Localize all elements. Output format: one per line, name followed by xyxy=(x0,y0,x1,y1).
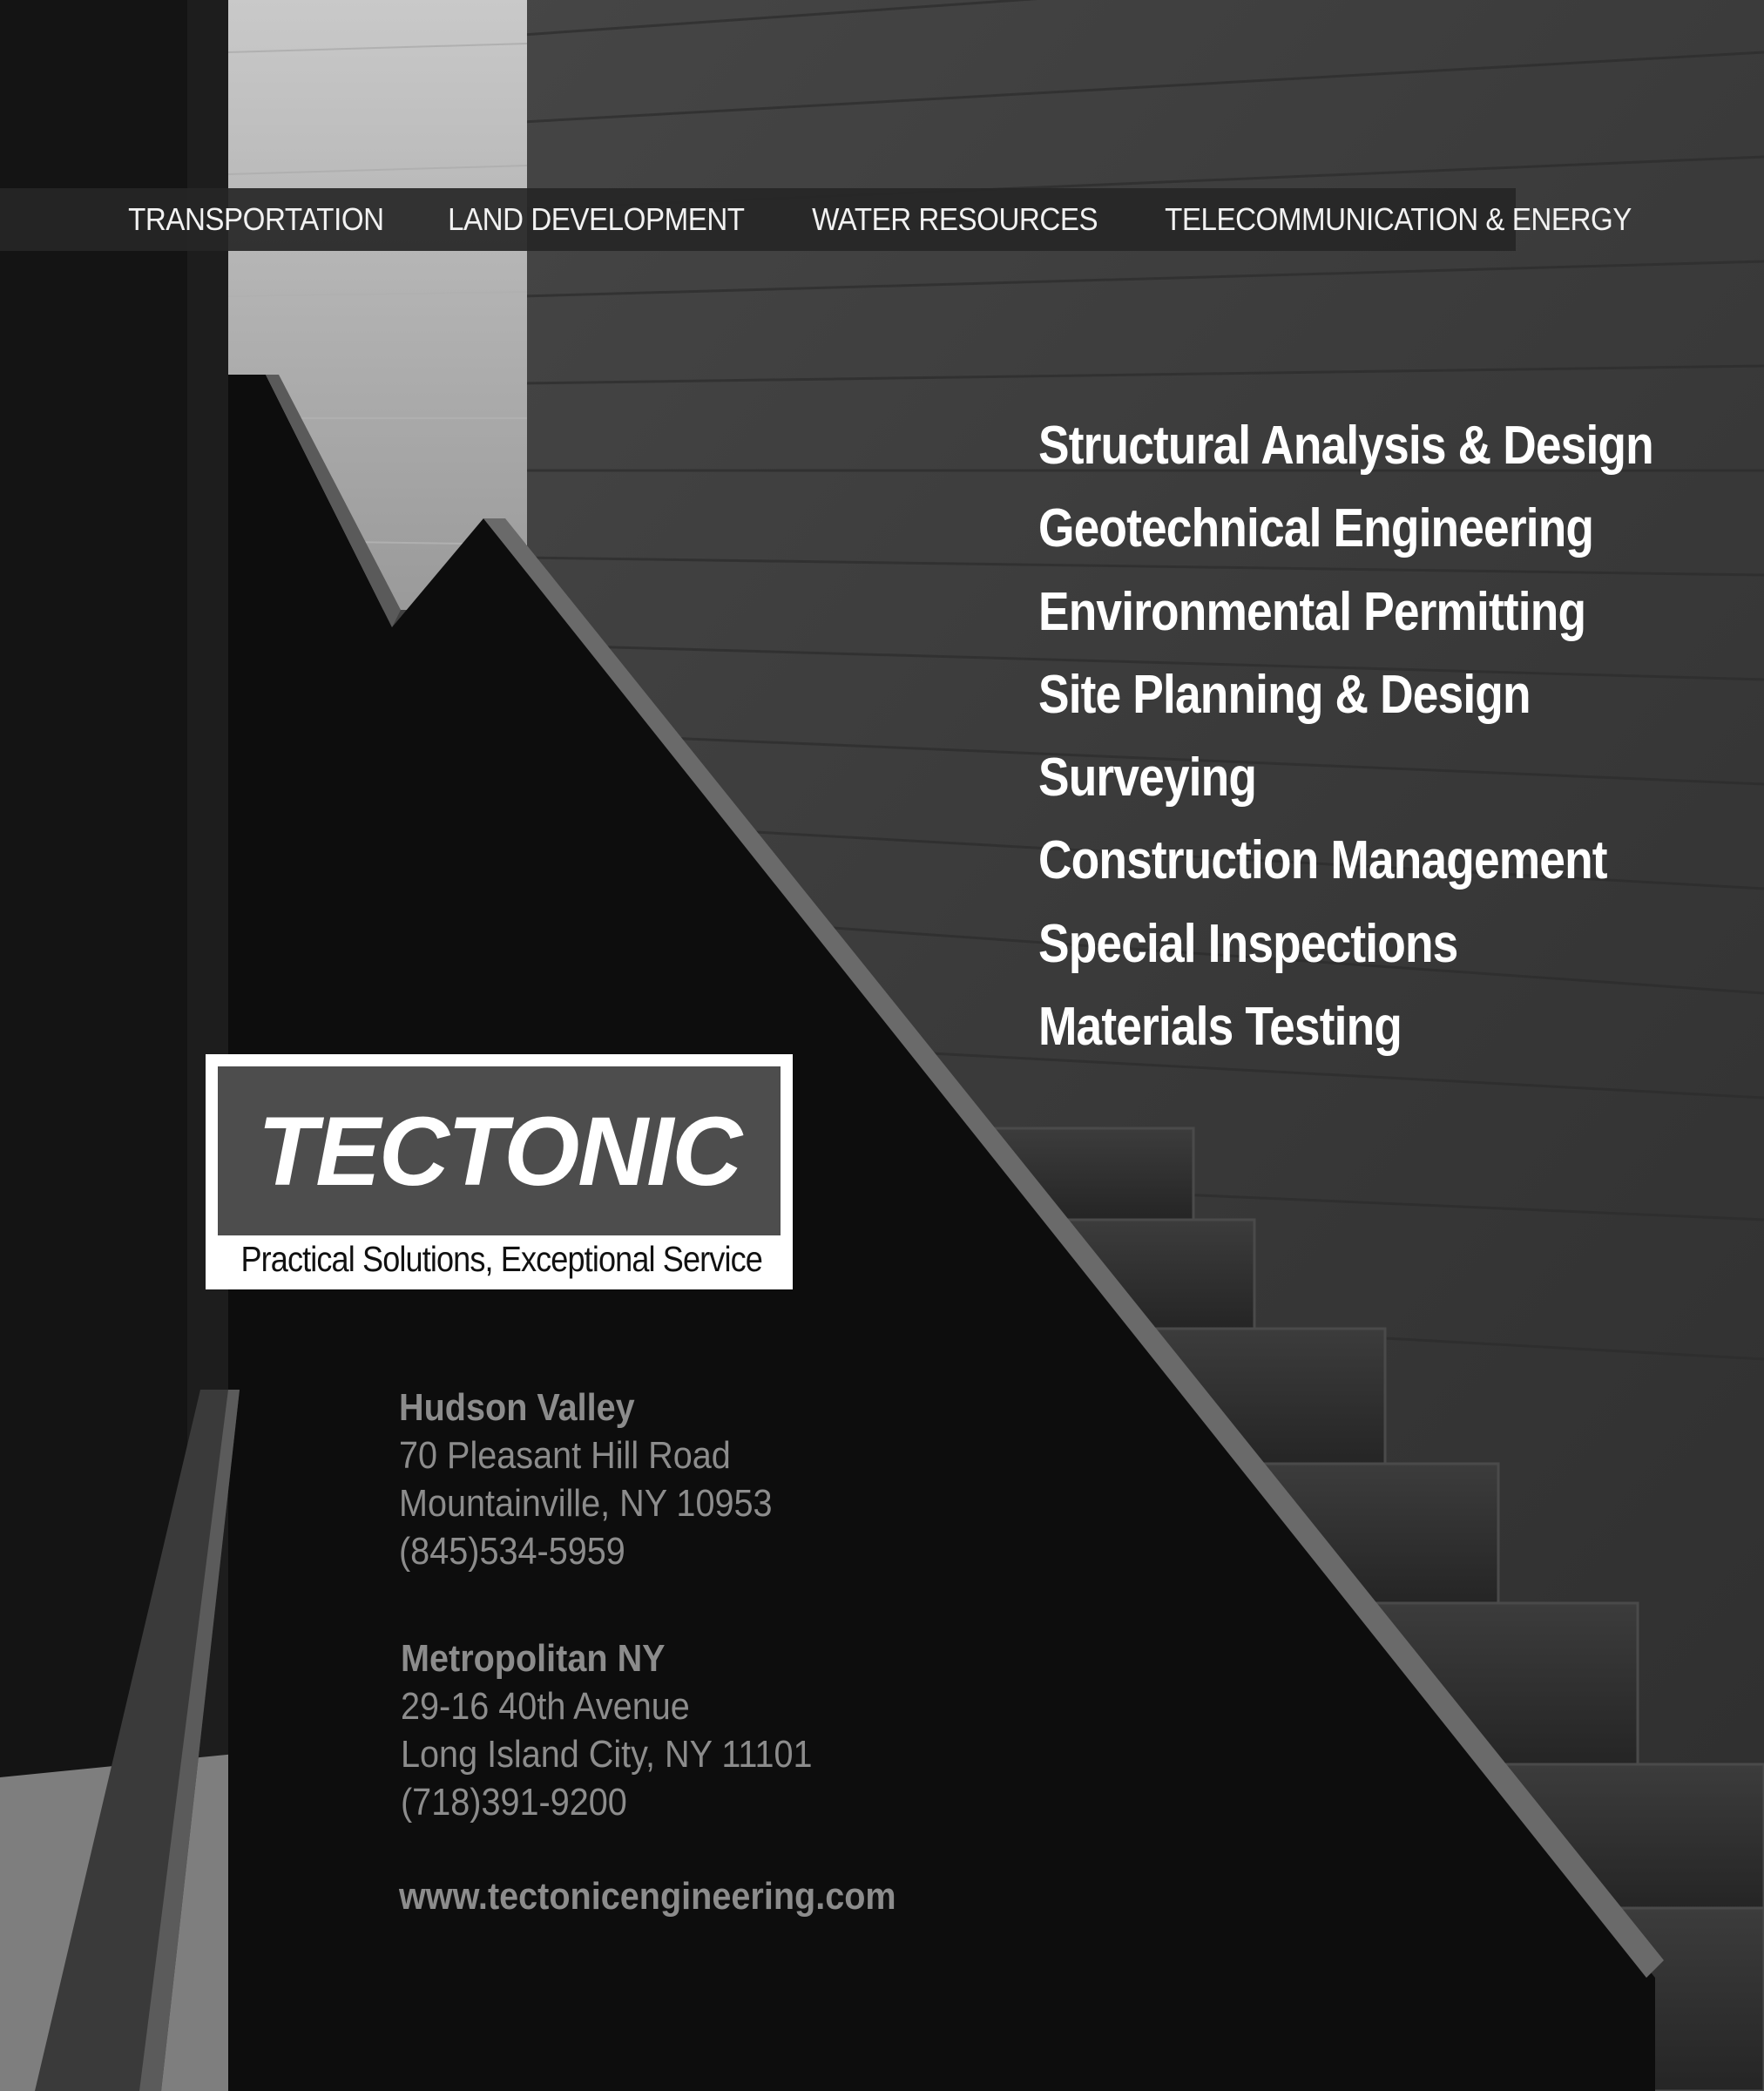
logo-wordmark-block xyxy=(218,1066,781,1235)
service-item: Environmental Permitting xyxy=(1038,581,1586,642)
logo-tagline: Practical Solutions, Exceptional Service xyxy=(240,1239,762,1279)
office-metropolitan-ny xyxy=(401,1634,813,1826)
office-street: 70 Pleasant Hill Road xyxy=(399,1434,731,1477)
logo-name: TECTONIC xyxy=(257,1096,741,1206)
office-name: Metropolitan NY xyxy=(401,1637,666,1680)
category-nav-bar xyxy=(0,188,1632,251)
service-item: Materials Testing xyxy=(1038,997,1402,1058)
office-city: Mountainville, NY 10953 xyxy=(399,1482,773,1525)
office-street: 29-16 40th Avenue xyxy=(401,1685,690,1728)
office-phone[interactable]: (718)391-9200 xyxy=(401,1781,627,1824)
nav-item-telecommunication-energy[interactable]: TELECOMMUNICATION & ENERGY xyxy=(1164,201,1632,237)
nav-item-water-resources[interactable]: WATER RESOURCES xyxy=(812,201,1098,237)
nav-item-land-development[interactable]: LAND DEVELOPMENT xyxy=(448,201,745,237)
service-item: Special Inspections xyxy=(1038,913,1458,974)
office-phone[interactable]: (845)534-5959 xyxy=(399,1530,625,1573)
service-item: Geotechnical Engineering xyxy=(1038,498,1594,559)
service-item: Site Planning & Design xyxy=(1038,664,1531,725)
service-item: Construction Management xyxy=(1038,830,1607,891)
website-link[interactable]: www.tectonicengineering.com xyxy=(399,1875,896,1918)
services-list xyxy=(1038,404,1754,1068)
service-item: Structural Analysis & Design xyxy=(1038,416,1653,476)
office-name: Hudson Valley xyxy=(399,1386,635,1429)
nav-item-transportation[interactable]: TRANSPORTATION xyxy=(128,201,384,237)
tectonic-logo xyxy=(206,1054,793,1289)
office-city: Long Island City, NY 11101 xyxy=(401,1733,813,1776)
office-hudson-valley xyxy=(399,1384,773,1575)
service-item: Surveying xyxy=(1038,748,1257,809)
